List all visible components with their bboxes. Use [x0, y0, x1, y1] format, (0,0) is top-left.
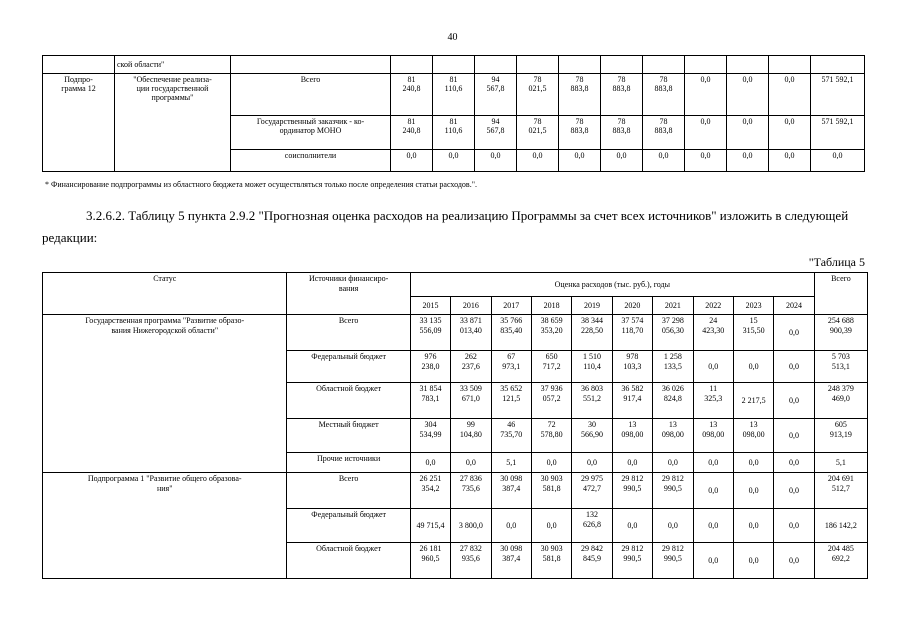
value-cell: 0,0 — [693, 453, 733, 473]
value-cell: 94 567,8 — [475, 74, 517, 116]
value-cell: 0,0 — [612, 453, 652, 473]
value-cell: 78 883,8 — [601, 74, 643, 116]
program-status: Государственная программа "Развитие образо- вания Нижегородской области" — [43, 315, 287, 473]
year-header: 2020 — [612, 297, 652, 315]
subprogram-table — [42, 55, 865, 172]
value-cell: 0,0 — [391, 150, 433, 172]
value-cell: 30 566,90 — [572, 419, 612, 453]
funding-source: Прочие источники — [287, 453, 410, 473]
value-cell: 15 315,50 — [733, 315, 773, 351]
value-cell: 0,0 — [491, 509, 531, 543]
value-cell: 78 883,8 — [601, 116, 643, 150]
footnote: * Финансирование подпрограммы из областного бюджета может осуществляться только после определения статьи расходов.". — [45, 180, 477, 189]
value-cell: 78 883,8 — [559, 74, 601, 116]
value-cell: 0,0 — [572, 453, 612, 473]
value-cell: 0,0 — [693, 351, 733, 383]
value-cell: 650 717,2 — [531, 351, 571, 383]
funding-source: Федеральный бюджет — [287, 509, 410, 543]
value-cell: 49 715,4 — [410, 509, 450, 543]
value-cell: 605 913,19 — [814, 419, 867, 453]
value-cell: 81 240,8 — [391, 116, 433, 150]
value-cell: 37 298 056,30 — [653, 315, 693, 351]
year-header: 2019 — [572, 297, 612, 315]
value-cell: 0,0 — [410, 453, 450, 473]
value-cell: 976 238,0 — [410, 351, 450, 383]
table1-top-cell: ской области" — [115, 56, 231, 74]
value-cell: 0,0 — [733, 453, 773, 473]
year-header: 2015 — [410, 297, 450, 315]
value-cell: 38 344 228,50 — [572, 315, 612, 351]
funding-source: Государственный заказчик - ко- ординатор МОНО — [231, 116, 391, 150]
subprogram-status: Подпро- грамма 12 — [43, 74, 115, 172]
value-cell: 254 688 900,39 — [814, 315, 867, 351]
value-cell: 1 510 110,4 — [572, 351, 612, 383]
value-cell: 78 883,8 — [559, 116, 601, 150]
value-cell: 132 626,8 — [572, 509, 612, 543]
value-cell: 78 883,8 — [643, 74, 685, 116]
value-cell: 0,0 — [774, 315, 815, 351]
header-estimate: Оценка расходов (тыс. руб.), годы — [410, 273, 814, 297]
value-cell: 0,0 — [733, 543, 773, 579]
value-cell: 78 021,5 — [517, 116, 559, 150]
value-cell: 0,0 — [612, 509, 652, 543]
value-cell: 248 379 469,0 — [814, 383, 867, 419]
funding-source: Всего — [231, 74, 391, 116]
value-cell: 67 973,1 — [491, 351, 531, 383]
value-cell: 0,0 — [769, 116, 811, 150]
table-caption: "Таблица 5 — [808, 255, 865, 269]
value-cell: 186 142,2 — [814, 509, 867, 543]
value-cell: 30 098 387,4 — [491, 543, 531, 579]
value-cell: 0,0 — [774, 453, 815, 473]
value-cell: 99 104,80 — [451, 419, 491, 453]
value-cell: 0,0 — [774, 473, 815, 509]
value-cell: 0,0 — [685, 150, 727, 172]
header-status: Статус — [43, 273, 287, 315]
value-cell: 29 812 990,5 — [653, 473, 693, 509]
year-header: 2021 — [653, 297, 693, 315]
value-cell: 0,0 — [531, 509, 571, 543]
value-cell: 30 903 581,8 — [531, 473, 571, 509]
value-cell: 0,0 — [693, 509, 733, 543]
year-header: 2017 — [491, 297, 531, 315]
value-cell: 33 871 013,40 — [451, 315, 491, 351]
value-cell: 37 936 057,2 — [531, 383, 571, 419]
value-cell: 81 240,8 — [391, 74, 433, 116]
header-source: Источники финансиро- вания — [287, 273, 410, 315]
year-header: 2023 — [733, 297, 773, 315]
value-cell: 0,0 — [774, 419, 815, 453]
funding-source: Всего — [287, 473, 410, 509]
value-cell: 0,0 — [774, 383, 815, 419]
table-row — [43, 473, 868, 509]
value-cell: 1 258 133,5 — [653, 351, 693, 383]
value-cell: 978 103,3 — [612, 351, 652, 383]
year-header: 2016 — [451, 297, 491, 315]
value-cell: 0,0 — [601, 150, 643, 172]
funding-source: Федеральный бюджет — [287, 351, 410, 383]
funding-source: Всего — [287, 315, 410, 351]
value-cell: 0,0 — [653, 509, 693, 543]
value-cell: 0,0 — [685, 74, 727, 116]
value-cell: 5,1 — [491, 453, 531, 473]
value-cell: 29 842 845,9 — [572, 543, 612, 579]
value-cell: 36 803 551,2 — [572, 383, 612, 419]
value-cell: 30 903 581,8 — [531, 543, 571, 579]
value-cell: 78 883,8 — [643, 116, 685, 150]
value-cell: 13 098,00 — [653, 419, 693, 453]
value-cell: 37 574 118,70 — [612, 315, 652, 351]
header-total: Всего — [814, 273, 867, 315]
value-cell: 11 325,3 — [693, 383, 733, 419]
value-cell: 26 181 960,5 — [410, 543, 450, 579]
value-cell: 0,0 — [693, 543, 733, 579]
value-cell: 0,0 — [769, 150, 811, 172]
value-cell: 81 110,6 — [433, 74, 475, 116]
value-cell: 33 509 671,0 — [451, 383, 491, 419]
value-cell: 26 251 354,2 — [410, 473, 450, 509]
year-header: 2024 — [774, 297, 815, 315]
table-row — [43, 74, 865, 116]
value-cell: 13 098,00 — [693, 419, 733, 453]
table-5 — [42, 272, 868, 579]
value-cell: 5 703 513,1 — [814, 351, 867, 383]
value-cell: 38 659 353,20 — [531, 315, 571, 351]
value-cell: 5,1 — [814, 453, 867, 473]
value-cell: 29 812 990,5 — [612, 543, 652, 579]
value-cell: 36 582 917,4 — [612, 383, 652, 419]
value-cell: 0,0 — [727, 74, 769, 116]
value-cell: 78 021,5 — [517, 74, 559, 116]
value-cell: 35 766 835,40 — [491, 315, 531, 351]
funding-source: Местный бюджет — [287, 419, 410, 453]
value-cell: 0,0 — [559, 150, 601, 172]
value-cell: 46 735,70 — [491, 419, 531, 453]
value-cell: 29 812 990,5 — [653, 543, 693, 579]
value-cell: 0,0 — [531, 453, 571, 473]
value-cell: 0,0 — [475, 150, 517, 172]
program-status: Подпрограмма 1 "Развитие общего образова- ния" — [43, 473, 287, 579]
funding-source: соисполнители — [231, 150, 391, 172]
value-cell: 3 800,0 — [451, 509, 491, 543]
value-cell: 204 691 512,7 — [814, 473, 867, 509]
subprogram-name: "Обеспечение реализа- ции государственной программы" — [115, 74, 231, 172]
value-cell: 2 217,5 — [733, 383, 773, 419]
page-number: 40 — [447, 32, 458, 43]
value-cell: 0,0 — [693, 473, 733, 509]
paragraph-text: 3.2.6.2. Таблицу 5 пункта 2.9.2 "Прогнозная оценка расходов на реализацию Программы за счет всех источников" изложить в следующей редакции: — [42, 208, 849, 245]
value-cell: 0,0 — [685, 116, 727, 150]
value-cell: 35 652 121,5 — [491, 383, 531, 419]
value-cell: 13 098,00 — [733, 419, 773, 453]
funding-source: Областной бюджет — [287, 543, 410, 579]
value-cell: 94 567,8 — [475, 116, 517, 150]
value-cell: 0,0 — [774, 543, 815, 579]
value-cell: 27 832 935,6 — [451, 543, 491, 579]
value-cell: 72 578,80 — [531, 419, 571, 453]
value-cell: 31 854 783,1 — [410, 383, 450, 419]
value-cell: 304 534,99 — [410, 419, 450, 453]
value-cell: 36 026 824,8 — [653, 383, 693, 419]
value-cell: 0,0 — [727, 116, 769, 150]
value-cell: 81 110,6 — [433, 116, 475, 150]
value-cell: 0,0 — [451, 453, 491, 473]
table-row — [43, 315, 868, 351]
value-cell: 0,0 — [774, 351, 815, 383]
value-cell: 0,0 — [643, 150, 685, 172]
value-cell: 27 836 735,6 — [451, 473, 491, 509]
value-cell: 0,0 — [733, 351, 773, 383]
value-cell: 204 485 692,2 — [814, 543, 867, 579]
value-cell: 0,0 — [517, 150, 559, 172]
value-cell: 29 812 990,5 — [612, 473, 652, 509]
value-cell: 571 592,1 — [811, 116, 865, 150]
value-cell: 13 098,00 — [612, 419, 652, 453]
funding-source: Областной бюджет — [287, 383, 410, 419]
value-cell: 571 592,1 — [811, 74, 865, 116]
value-cell: 0,0 — [811, 150, 865, 172]
value-cell: 0,0 — [733, 473, 773, 509]
year-header: 2022 — [693, 297, 733, 315]
value-cell: 0,0 — [727, 150, 769, 172]
value-cell: 0,0 — [653, 453, 693, 473]
value-cell: 0,0 — [769, 74, 811, 116]
value-cell: 30 098 387,4 — [491, 473, 531, 509]
year-header: 2018 — [531, 297, 571, 315]
value-cell: 0,0 — [774, 509, 815, 543]
value-cell: 262 237,6 — [451, 351, 491, 383]
value-cell: 29 975 472,7 — [572, 473, 612, 509]
value-cell: 33 135 556,09 — [410, 315, 450, 351]
value-cell: 0,0 — [733, 509, 773, 543]
value-cell: 24 423,30 — [693, 315, 733, 351]
value-cell: 0,0 — [433, 150, 475, 172]
